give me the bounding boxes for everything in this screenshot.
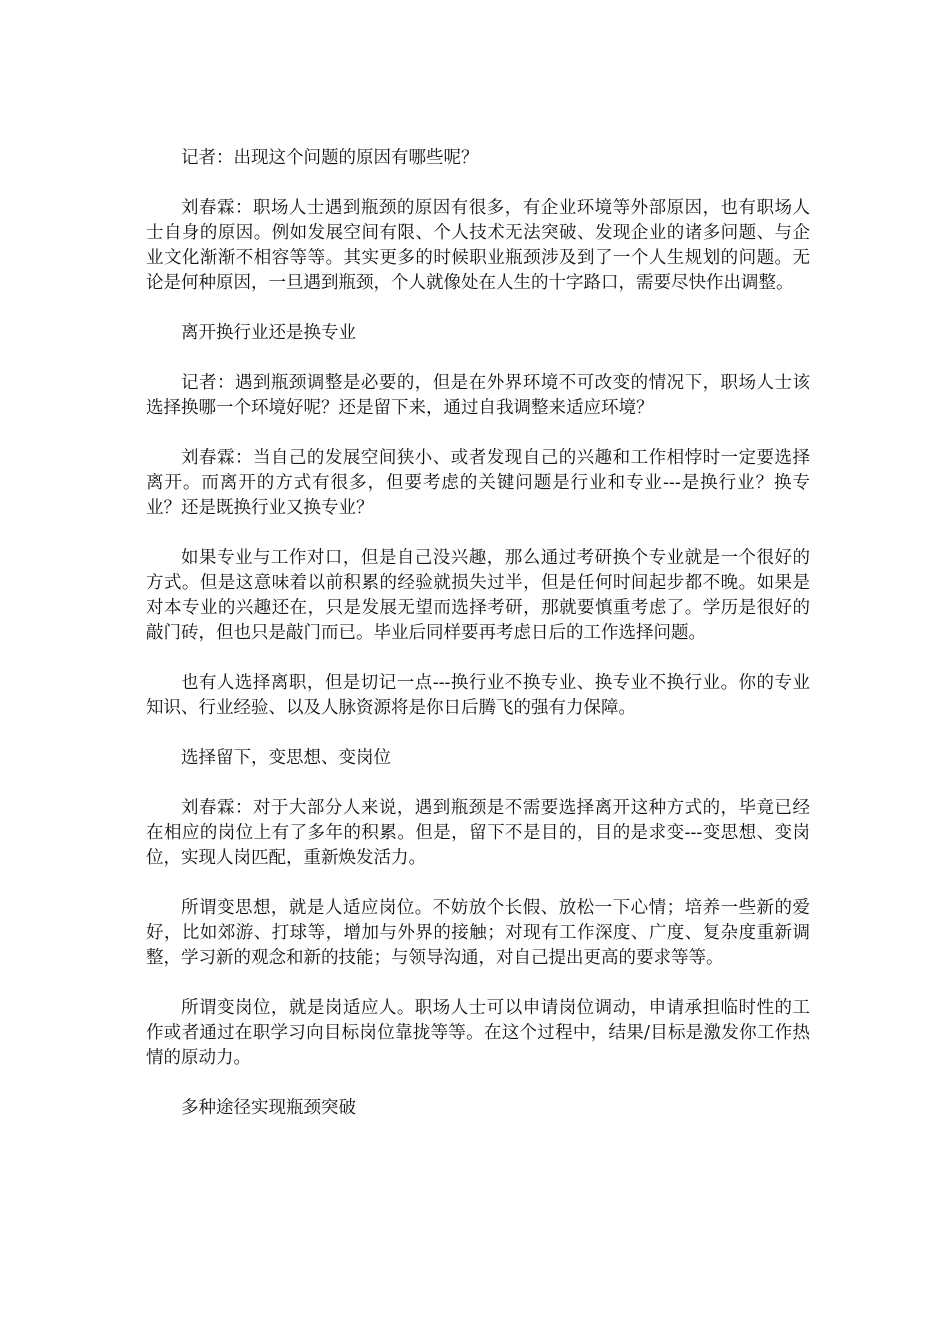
body-paragraph-4: 所谓变岗位，就是岗适应人。职场人士可以申请岗位调动，申请承担临时性的工作或者通过在职学习向目标岗位靠拢等等。在这个过程中，结果/目标是激发你工作热情的原动力。 <box>146 998 810 1068</box>
body-paragraph-3: 所谓变思想，就是人适应岗位。不妨放个长假、放松一下心情；培养一些新的爱好，比如郊游、打球等，增加与外界的接触；对现有工作深度、广度、复杂度重新调整，学习新的观念和新的技能；与领导沟通，对自己提出更高的要求等等。 <box>146 898 810 968</box>
document-page <box>146 146 810 1146</box>
section-heading-2: 选择留下，变思想、变岗位 <box>181 748 391 768</box>
answer-paragraph-3: 刘春霖：对于大部分人来说，遇到瓶颈是不需要选择离开这种方式的，毕竟已经在相应的岗位上有了多年的积累。但是，留下不是目的，目的是求变---变思想、变岗位，实现人岗匹配，重新焕发活力。 <box>146 798 810 868</box>
reporter-question-1: 记者：出现这个问题的原因有哪些呢？ <box>181 148 479 168</box>
section-heading-1: 离开换行业还是换专业 <box>181 323 356 343</box>
reporter-question-2: 记者：遇到瓶颈调整是必要的，但是在外界环境不可改变的情况下，职场人士该选择换哪一个环境好呢？还是留下来，通过自我调整来适应环境？ <box>146 373 810 418</box>
body-paragraph-2: 也有人选择离职，但是切记一点---换行业不换专业、换专业不换行业。你的专业知识、行业经验、以及人脉资源将是你日后腾飞的强有力保障。 <box>146 673 810 718</box>
section-heading-3: 多种途径实现瓶颈突破 <box>181 1098 356 1118</box>
answer-paragraph-2: 刘春霖：当自己的发展空间狭小、或者发现自己的兴趣和工作相悖时一定要选择离开。而离开的方式有很多，但要考虑的关键问题是行业和专业---是换行业？换专业？还是既换行业又换专业？ <box>146 448 810 518</box>
body-paragraph-1: 如果专业与工作对口，但是自己没兴趣，那么通过考研换个专业就是一个很好的方式。但是这意味着以前积累的经验就损失过半，但是任何时间起步都不晚。如果是对本专业的兴趣还在，只是发展无望而选择考研，那就要慎重考虑了。学历是很好的敲门砖，但也只是敲门而已。毕业后同样要再考虑日后的工作选择问题。 <box>146 548 810 643</box>
answer-paragraph-1: 刘春霖：职场人士遇到瓶颈的原因有很多，有企业环境等外部原因，也有职场人士自身的原因。例如发展空间有限、个人技术无法突破、发现企业的诸多问题、与企业文化渐渐不相容等等。其实更多的时候职业瓶颈涉及到了一个人生规划的问题。无论是何种原因，一旦遇到瓶颈，个人就像处在人生的十字路口，需要尽快作出调整。 <box>146 198 810 293</box>
